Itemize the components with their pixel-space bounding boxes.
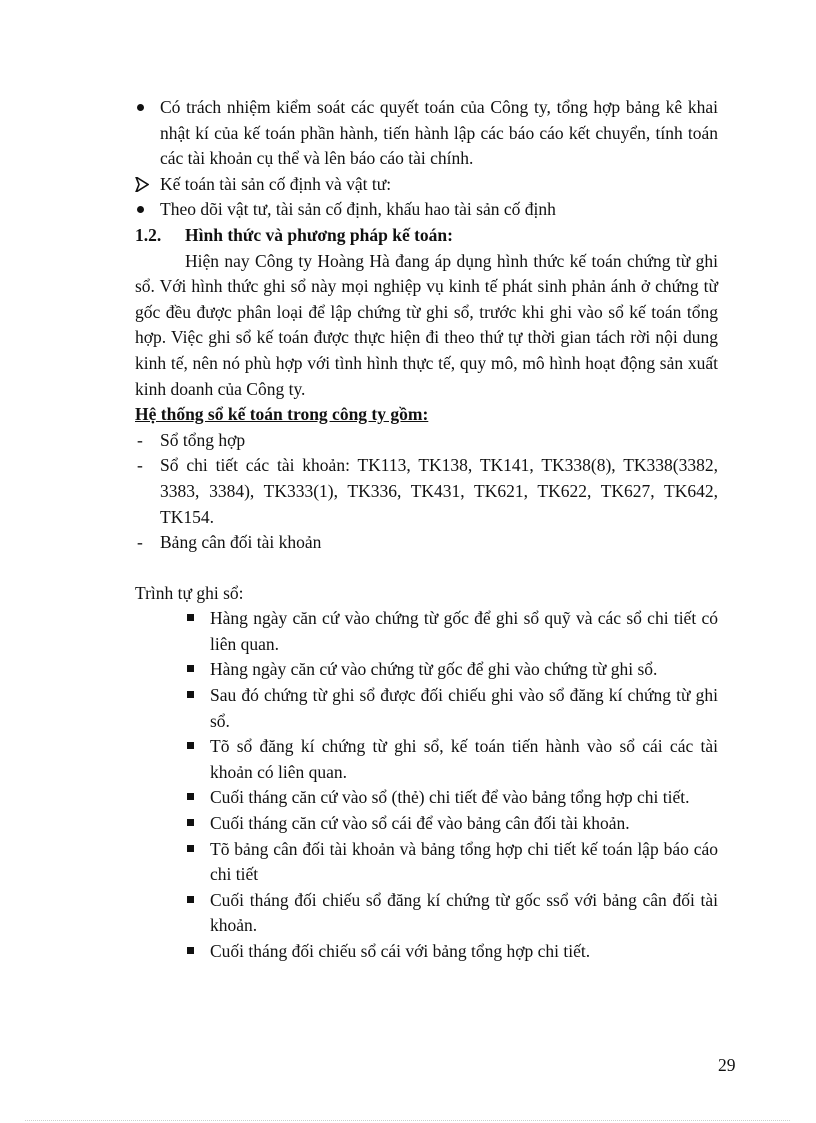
bullet-item bbox=[135, 95, 718, 172]
procedure-item-text: Hàng ngày căn cứ vào chứng từ gốc để ghi sổ quỹ và các sổ chi tiết có liên quan. bbox=[210, 608, 718, 654]
body-paragraph: Hiện nay Công ty Hoàng Hà đang áp dụng hình thức kế toán chứng từ ghi sổ. Với hình thức ghi sổ này mọi nghiệp vụ kinh tế phát sinh phản ánh ở chứng từ gốc đều được phân loại để lập chứng từ ghi sổ, trước khi ghi vào sổ kế toán tổng hợp. Việc ghi sổ kế toán được thực hiện đi theo thứ tự thời gian tách rời nội dung kinh tế, nên nó phù hợp với tình hình thực tế, quy mô, mô hình hoạt động sản xuất kinh doanh của Công ty. bbox=[135, 250, 718, 399]
bullet-text: Có trách nhiệm kiểm soát các quyết toán của Công ty, tổng hợp bảng kê khai nhật kí của kế toán phần hành, tiến hành lập các báo cáo kết chuyển, tính toán các tài khoản cụ thể và lên báo cáo tài chính. bbox=[160, 97, 718, 169]
square-bullet-icon bbox=[185, 657, 207, 683]
procedure-item bbox=[185, 939, 718, 965]
dash-bullet: - bbox=[137, 455, 143, 476]
procedure-item bbox=[185, 785, 718, 811]
square-bullet-icon bbox=[185, 785, 207, 811]
procedure-item bbox=[185, 683, 718, 734]
square-bullet-icon bbox=[185, 837, 207, 863]
procedure-item-text: Tõ bảng cân đối tài khoản và bảng tổng hợp chi tiết kế toán lập báo cáo chi tiết bbox=[210, 838, 718, 885]
procedure-heading: Trình tự ghi sổ: bbox=[135, 582, 244, 603]
procedure-item-text: Cuối tháng đối chiếu sổ cái với bảng tổng hợp chi tiết. bbox=[210, 941, 591, 961]
procedure-item bbox=[185, 734, 718, 785]
procedure-item-text: Sau đó chứng từ ghi sổ được đối chiếu ghi vào sổ đăng kí chứng từ ghi sổ. bbox=[210, 685, 718, 731]
ledger-heading: Hệ thống sổ kế toán trong công ty gồm: bbox=[135, 404, 429, 425]
bullet-item bbox=[135, 197, 718, 223]
square-bullet-icon bbox=[185, 606, 207, 632]
ledger-item bbox=[135, 428, 718, 454]
ledger-item-text: Bảng cân đối tài khoản bbox=[160, 532, 322, 553]
ledger-item-text: Sổ tổng hợp bbox=[160, 429, 246, 450]
spacer bbox=[135, 556, 718, 581]
procedure-item-text: Tõ sổ đăng kí chứng từ ghi sổ, kế toán tiến hành vào sổ cái các tài khoản có liên quan. bbox=[210, 736, 718, 782]
page-number: 29 bbox=[718, 1055, 736, 1075]
square-bullet-icon bbox=[185, 683, 207, 709]
bullet-dot-icon bbox=[135, 197, 157, 223]
dash-bullet: - bbox=[137, 429, 143, 450]
square-bullet-icon bbox=[185, 888, 207, 914]
section-heading bbox=[135, 223, 718, 249]
section-number: 1.2. bbox=[135, 224, 162, 245]
ledger-item bbox=[135, 530, 718, 556]
page-border-line bbox=[25, 1120, 790, 1121]
ledger-item-text: Sổ chi tiết các tài khoản: TK113, TK138, TK141, TK338(8), TK338(3382, 3383, 3384), TK333(1), TK336, TK431, TK621, TK622, TK627, TK642, TK154. bbox=[160, 455, 718, 527]
procedure-item-text: Cuối tháng căn cứ vào sổ (thẻ) chi tiết để vào bảng tổng hợp chi tiết. bbox=[210, 787, 690, 808]
procedure-item-text: Cuối tháng căn cứ vào sổ cái để vào bảng cân đối tài khoản. bbox=[210, 813, 630, 834]
procedure-item bbox=[185, 606, 718, 657]
role-text: Kế toán tài sản cố định và vật tư: bbox=[160, 173, 392, 194]
role-item bbox=[135, 172, 718, 198]
procedure-item bbox=[185, 811, 718, 837]
arrow-bullet-icon bbox=[135, 172, 157, 192]
procedure-item bbox=[185, 837, 718, 888]
bullet-dot-icon bbox=[135, 95, 157, 121]
page-content bbox=[135, 95, 718, 965]
section-title: Hình thức và phương pháp kế toán: bbox=[185, 224, 453, 245]
square-bullet-icon bbox=[185, 939, 207, 965]
square-bullet-icon bbox=[185, 734, 207, 760]
ledger-item bbox=[135, 453, 718, 530]
procedure-item bbox=[185, 657, 718, 683]
dash-bullet: - bbox=[137, 532, 143, 553]
procedure-item bbox=[185, 888, 718, 939]
procedure-item-text: Hàng ngày căn cứ vào chứng từ gốc để ghi vào chứng từ ghi sổ. bbox=[210, 659, 658, 680]
bullet-text: Theo dõi vật tư, tài sản cố định, khấu hao tài sản cố định bbox=[160, 199, 556, 220]
procedure-item-text: Cuối tháng đối chiếu sổ đăng kí chứng từ gốc ssổ với bảng cân đối tài khoản. bbox=[210, 889, 718, 936]
square-bullet-icon bbox=[185, 811, 207, 837]
